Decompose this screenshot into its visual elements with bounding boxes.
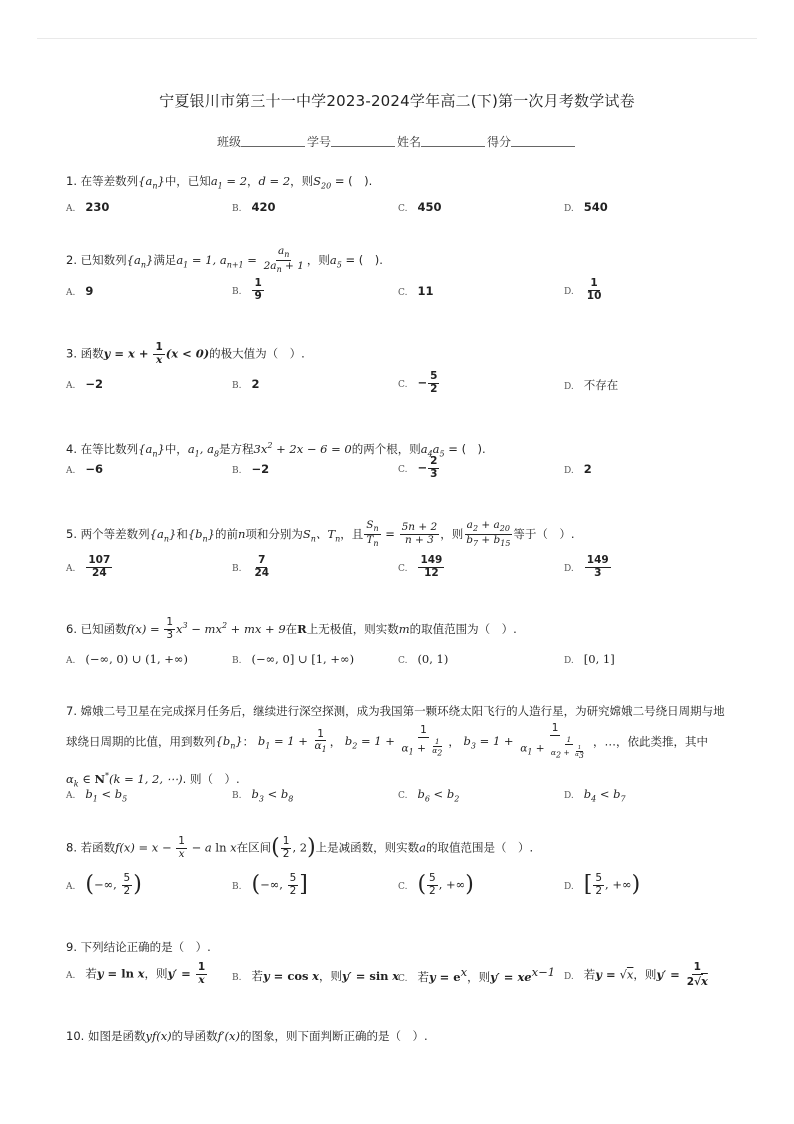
q4-option-c[interactable]: C. − $\frac{2}{3}$ xyxy=(398,455,438,480)
question-3: 3. 函数y = x + $\frac{1}{x}$ (x < 0)的极大值为（ ）. xyxy=(66,341,305,366)
id-blank[interactable] xyxy=(331,134,395,147)
name-label: 姓名 xyxy=(397,135,422,149)
question-2: 2. 已知数列$\{a_n\}$满足$a_1 = 1$, $a_{n+1}$ = $\frac{a_n}{2a_n + 1}$ ，则$a_5$ = ( ). xyxy=(66,245,383,274)
q3-option-d[interactable]: D. 不存在 xyxy=(564,378,619,392)
q3-option-c[interactable]: C. − $\frac{5}{2}$ xyxy=(398,370,438,395)
q5-option-d[interactable]: D. $\frac{149}{3}$ xyxy=(564,554,609,579)
question-4: 4. 在等比数列$\{a_n\}$中，$a_1$, $a_8$是方程$3x^2 + 2x - 6 = 0$的两个根，则$a_4a_5$ = ( ). xyxy=(66,441,486,459)
q3-option-a[interactable]: A. −2 xyxy=(66,377,104,391)
q7-option-c[interactable]: C. $b_6 < b_2$ xyxy=(398,787,460,804)
q4-option-b[interactable]: B. −2 xyxy=(232,462,270,476)
q1-option-d[interactable]: D. 540 xyxy=(564,200,608,214)
q5-option-c[interactable]: C. $\frac{149}{12}$ xyxy=(398,554,443,579)
question-9: 9. 下列结论正确的是（ ）. xyxy=(66,940,211,954)
class-label: 班级 xyxy=(216,135,241,149)
q1-option-b[interactable]: B. 420 xyxy=(232,200,276,214)
q9-option-d[interactable]: D. 若y = √x，则y′ = $\frac{1}{2√x}$ xyxy=(564,961,708,988)
q2-option-c[interactable]: C. 11 xyxy=(398,284,434,298)
q9-option-a[interactable]: A. 若y = ln x，则y′ = $\frac{1}{x}$ xyxy=(66,961,206,986)
class-blank[interactable] xyxy=(241,134,305,147)
q9-option-b[interactable]: B. 若y = cos x，则y′ = sin x xyxy=(232,969,400,983)
score-label: 得分 xyxy=(487,135,512,149)
id-label: 学号 xyxy=(306,135,331,149)
q2-option-a[interactable]: A. 9 xyxy=(66,284,94,298)
q8-option-b[interactable]: B. (−∞, $\frac{5}{2}$ ] xyxy=(232,872,308,898)
q7-option-a[interactable]: A. $b_1 < b_5$ xyxy=(66,787,128,804)
q6-option-a[interactable]: A. (−∞, 0) ∪ (1, +∞) xyxy=(66,652,188,666)
q2-option-b[interactable]: B. $\frac{1}{9}$ xyxy=(232,277,262,302)
question-10: 10. 如图是函数yf(x)的导函数f′(x)的图象，则下面判断正确的是（ ）. xyxy=(66,1029,428,1043)
question-8: 8. 若函数f(x) = x − $\frac{1}{x}$ − a ln x在区间( $\frac{1}{2}$ , 2)上是减函数，则实数a的取值范围是（ ）. xyxy=(66,835,534,861)
q8-option-c[interactable]: C. ( $\frac{5}{2}$ , +∞) xyxy=(398,872,474,898)
q8-option-d[interactable]: D. [ $\frac{5}{2}$ , +∞) xyxy=(564,872,641,898)
q3-option-b[interactable]: B. 2 xyxy=(232,377,260,391)
page-title: 宁夏银川市第三十一中学2023-2024学年高二(下)第一次月考数学试卷 xyxy=(159,92,635,110)
name-blank[interactable] xyxy=(421,134,485,147)
q9-option-c[interactable]: C. 若$y = e^x$，则$y' = xe^{x-1}$ xyxy=(398,965,556,984)
student-info-line xyxy=(0,133,794,150)
header-rule xyxy=(37,38,757,39)
q8-option-a[interactable]: A. (−∞, $\frac{5}{2}$ ) xyxy=(66,872,142,898)
question-1: 1. 在等差数列$\{a_n\}$中，已知$a_1 = 2$，d = 2，则$S_{20}$ = ( ). xyxy=(66,174,373,191)
q4-option-a[interactable]: A. −6 xyxy=(66,462,104,476)
question-7: 7. 嫦娥二号卫星在完成探月任务后，继续进行深空探测，成为我国第一颗环绕太阳飞行的人造行星，为研究嫦娥二号绕日周期与地 球绕日周期的比值，用到数列$\{b_n\}$： $b_1 = 1$ + $\frac{1}{\alpha_1}$ ， $b_2 = 1$ + 1 $\alpha_1$ + $\frac{1}{\alpha_2}$ ， $b_3 = 1$ + 1 $\alpha_1$ + 1 $\alpha_2$ + $\frac{1}{\alpha_3}$ ，…，依此类推，其中 $\alpha_k$ ∈ N*(k = 1, 2, ⋯). 则（ ）. xyxy=(66,704,725,788)
q6-option-b[interactable]: B. (−∞, 0] ∪ [1, +∞) xyxy=(232,652,355,666)
q5-option-a[interactable]: A. $\frac{107}{24}$ xyxy=(66,554,111,579)
score-blank[interactable] xyxy=(511,134,575,147)
question-5: 5. 两个等差数列$\{a_n\}$和$\{b_n\}$的前n项和分别为$S_n$、$T_n$，且 $\frac{S_n}{T_n}$ = $\frac{5n + 2}{n + 3}$ ，则 $\frac{a_2 + a_{20}}{b_7 + b_{15}}$ 等于（ ）. xyxy=(66,519,575,548)
q4-option-d[interactable]: D. 2 xyxy=(564,462,592,476)
q7-option-d[interactable]: D. $b_4 < b_7$ xyxy=(564,787,626,804)
q7-option-b[interactable]: B. $b_3 < b_8$ xyxy=(232,787,294,804)
q5-option-b[interactable]: B. $\frac{7}{24}$ xyxy=(232,554,270,579)
q1-option-a[interactable]: A. 230 xyxy=(66,200,110,214)
question-6: 6. 已知函数f(x) = $\frac{1}{3}$ $x^3 - mx^2$ + mx + 9在R上无极值，则实数m的取值范围为（ ）. xyxy=(66,616,517,641)
q1-option-c[interactable]: C. 450 xyxy=(398,200,442,214)
q2-option-d[interactable]: D. $\frac{1}{10}$ xyxy=(564,277,602,302)
q6-option-d[interactable]: D. [0, 1] xyxy=(564,652,615,666)
q6-option-c[interactable]: C. (0, 1) xyxy=(398,652,449,666)
